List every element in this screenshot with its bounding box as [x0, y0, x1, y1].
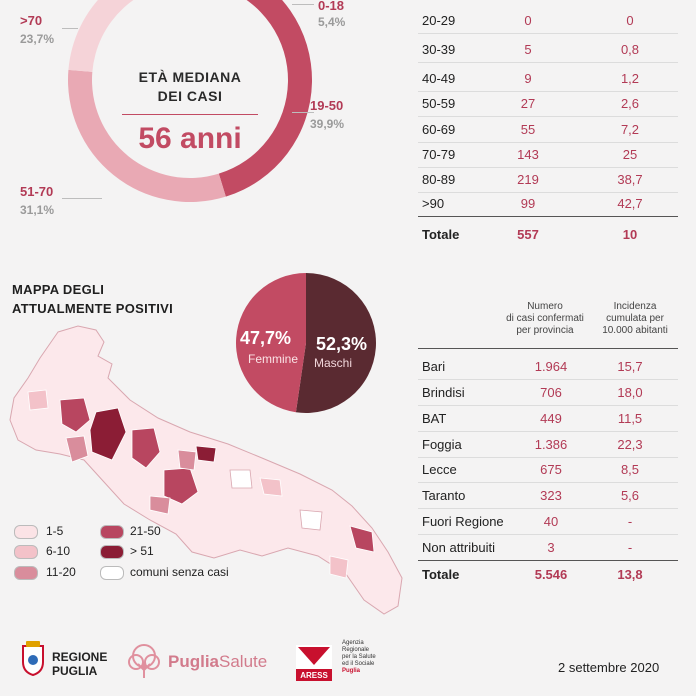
aress-logo-icon [292, 641, 336, 683]
median-label-line2: DEI CASI [157, 88, 223, 104]
segment-label-51-70: 51-70 [20, 184, 54, 199]
table-row [418, 66, 678, 92]
table-total-row [418, 222, 678, 248]
leader-51-70 [62, 198, 102, 199]
total-cases: 5.546 [534, 567, 568, 582]
table-row [418, 91, 678, 117]
publication-date: 2 settembre 2020 [558, 660, 660, 675]
header-divider [418, 348, 678, 349]
header-cases-line1: Numero [527, 301, 563, 312]
age-group: 50-59 [422, 96, 456, 111]
leader-0-18 [292, 4, 314, 5]
map-title [12, 280, 173, 318]
province-rate: 5,6 [620, 488, 640, 503]
province-name: Fuori Regione [422, 514, 504, 529]
age-donut-chart [60, 0, 320, 210]
age-cases: 55 [520, 122, 536, 137]
table-row [418, 167, 678, 193]
table-row [418, 142, 678, 168]
province-rate: - [627, 514, 633, 529]
total-label: Totale [422, 567, 460, 582]
province-cases: 40 [543, 514, 559, 529]
legend-swatch-6-10 [14, 545, 38, 559]
age-rate: 25 [622, 147, 638, 162]
header-rate-line3: 10.000 abitanti [602, 325, 668, 336]
legend-label-6-10: 6-10 [46, 544, 71, 558]
province-name: Lecce [422, 462, 457, 477]
total-cases: 557 [517, 227, 539, 242]
legend-swatch-over-51 [100, 545, 124, 559]
province-cases: 1.964 [534, 359, 568, 374]
age-rate: 0 [626, 13, 634, 28]
table-row [418, 37, 678, 63]
aress-desc-line: per la Salute [342, 654, 376, 660]
puglia-salute-tree-icon [124, 642, 164, 680]
segment-label-over-70: >70 [20, 13, 43, 28]
table-row [418, 191, 678, 217]
municipality-shape [330, 556, 348, 578]
legend-swatch-11-20 [14, 566, 38, 580]
province-name: BAT [422, 411, 447, 426]
wordmark-salute: Salute [219, 652, 268, 671]
regione-line1: REGIONE [52, 650, 108, 664]
regione-puglia-crest-icon [20, 640, 46, 676]
province-rate: 11,5 [617, 411, 643, 426]
province-rate: - [627, 540, 633, 555]
regione-puglia-label [52, 650, 107, 678]
age-rate: 0,8 [620, 42, 640, 57]
age-cases: 5 [524, 42, 532, 57]
male-label: Maschi [314, 356, 353, 370]
province-rate: 8,5 [620, 462, 640, 477]
median-value: 56 anni [138, 122, 242, 155]
aress-desc-line: Puglia [342, 668, 361, 674]
age-group: 60-69 [422, 122, 456, 137]
map-title-line1: MAPPA DEGLI [12, 282, 105, 297]
median-divider [122, 114, 258, 115]
header-rate-line1: Incidenza [613, 301, 657, 312]
segment-pct-19-50: 39,9% [310, 117, 345, 131]
age-cases: 219 [517, 172, 539, 187]
province-cases: 3 [547, 540, 555, 555]
legend-label-11-20: 11-20 [46, 565, 76, 579]
aress-desc-line: Regionale [342, 647, 370, 653]
province-cases: 323 [540, 488, 562, 503]
age-cases: 0 [524, 13, 532, 28]
table-row [418, 406, 678, 432]
age-group: 30-39 [422, 42, 456, 57]
table-row [418, 432, 678, 458]
map-title-line2: ATTUALMENTE POSITIVI [12, 301, 174, 316]
female-label: Femmine [248, 352, 299, 366]
age-cases: 143 [517, 147, 539, 162]
header-cases [500, 301, 590, 337]
age-rate: 7,2 [620, 122, 640, 137]
aress-logo-text: ARESS [300, 671, 328, 680]
header-cases-line3: per provincia [516, 325, 574, 336]
legend-label-over-51: > 51 [130, 544, 154, 558]
legend-swatch-1-5 [14, 525, 38, 539]
table-row [418, 535, 678, 561]
municipality-shape [196, 446, 216, 462]
age-group: 20-29 [422, 13, 456, 28]
municipality-shape [300, 510, 322, 530]
province-name: Bari [422, 359, 446, 374]
segment-pct-0-18: 5,4% [318, 15, 346, 29]
header-rate-line2: cumulata per [606, 313, 664, 324]
province-cases: 675 [540, 462, 562, 477]
province-cases: 706 [540, 385, 562, 400]
legend-label-21-50: 21-50 [130, 524, 161, 538]
age-group: 80-89 [422, 172, 456, 187]
age-cases: 9 [524, 71, 532, 86]
total-label: Totale [422, 227, 460, 242]
wordmark-puglia: Puglia [168, 652, 220, 671]
header-cases-line2: di casi confermati [506, 313, 584, 324]
segment-pct-51-70: 31,1% [20, 203, 55, 217]
aress-desc-line: Agenzia [342, 640, 364, 646]
segment-label-0-18: 0-18 [318, 0, 345, 13]
row-divider [418, 62, 678, 63]
segment-label-19-50: 19-50 [310, 98, 344, 113]
age-group: >90 [422, 196, 445, 211]
table-row [418, 380, 678, 406]
aress-desc-line: ed il Sociale [342, 661, 375, 667]
legend-label-1-5: 1-5 [46, 524, 64, 538]
total-rate: 13,8 [617, 567, 643, 582]
province-rate: 18,0 [617, 385, 643, 400]
row-divider [418, 216, 678, 217]
province-rate: 15,7 [617, 359, 643, 374]
total-rate: 10 [622, 227, 638, 242]
segment-pct-over-70: 23,7% [20, 32, 55, 46]
table-row [418, 8, 678, 34]
leader-over-70 [62, 28, 78, 29]
header-rate [590, 301, 680, 337]
province-name: Taranto [422, 488, 466, 503]
regione-line2: PUGLIA [52, 664, 98, 678]
province-name: Foggia [422, 437, 462, 452]
legend-swatch-none [100, 566, 124, 580]
row-divider [418, 33, 678, 34]
table-total-row [418, 562, 678, 588]
aress-description [342, 640, 376, 675]
median-label-line1: ETÀ MEDIANA [138, 69, 242, 85]
table-row [418, 354, 678, 380]
female-pct: 47,7% [240, 328, 292, 348]
age-cases: 27 [520, 96, 536, 111]
age-rate: 1,2 [620, 71, 640, 86]
table-row [418, 117, 678, 143]
table-row [418, 509, 678, 535]
age-rate: 38,7 [617, 172, 643, 187]
male-pct: 52,3% [316, 334, 368, 354]
legend-swatch-21-50 [100, 525, 124, 539]
province-cases: 449 [540, 411, 562, 426]
table-row [418, 483, 678, 509]
median-box [60, 0, 320, 210]
age-rate: 2,6 [620, 96, 640, 111]
row-divider [418, 560, 678, 561]
age-cases: 99 [520, 196, 536, 211]
province-cases: 1.386 [534, 437, 568, 452]
province-name: Brindisi [422, 385, 465, 400]
province-rate: 22,3 [617, 437, 643, 452]
median-label [60, 68, 320, 106]
municipality-shape [178, 450, 196, 470]
municipality-shape [230, 470, 252, 488]
age-group: 40-49 [422, 71, 456, 86]
table-row [418, 457, 678, 483]
province-name: Non attribuiti [422, 540, 495, 555]
age-rate: 42,7 [617, 196, 643, 211]
municipality-shape [28, 390, 48, 410]
age-group: 70-79 [422, 147, 456, 162]
puglia-salute-wordmark [168, 652, 267, 672]
legend-label-none: comuni senza casi [130, 565, 229, 579]
